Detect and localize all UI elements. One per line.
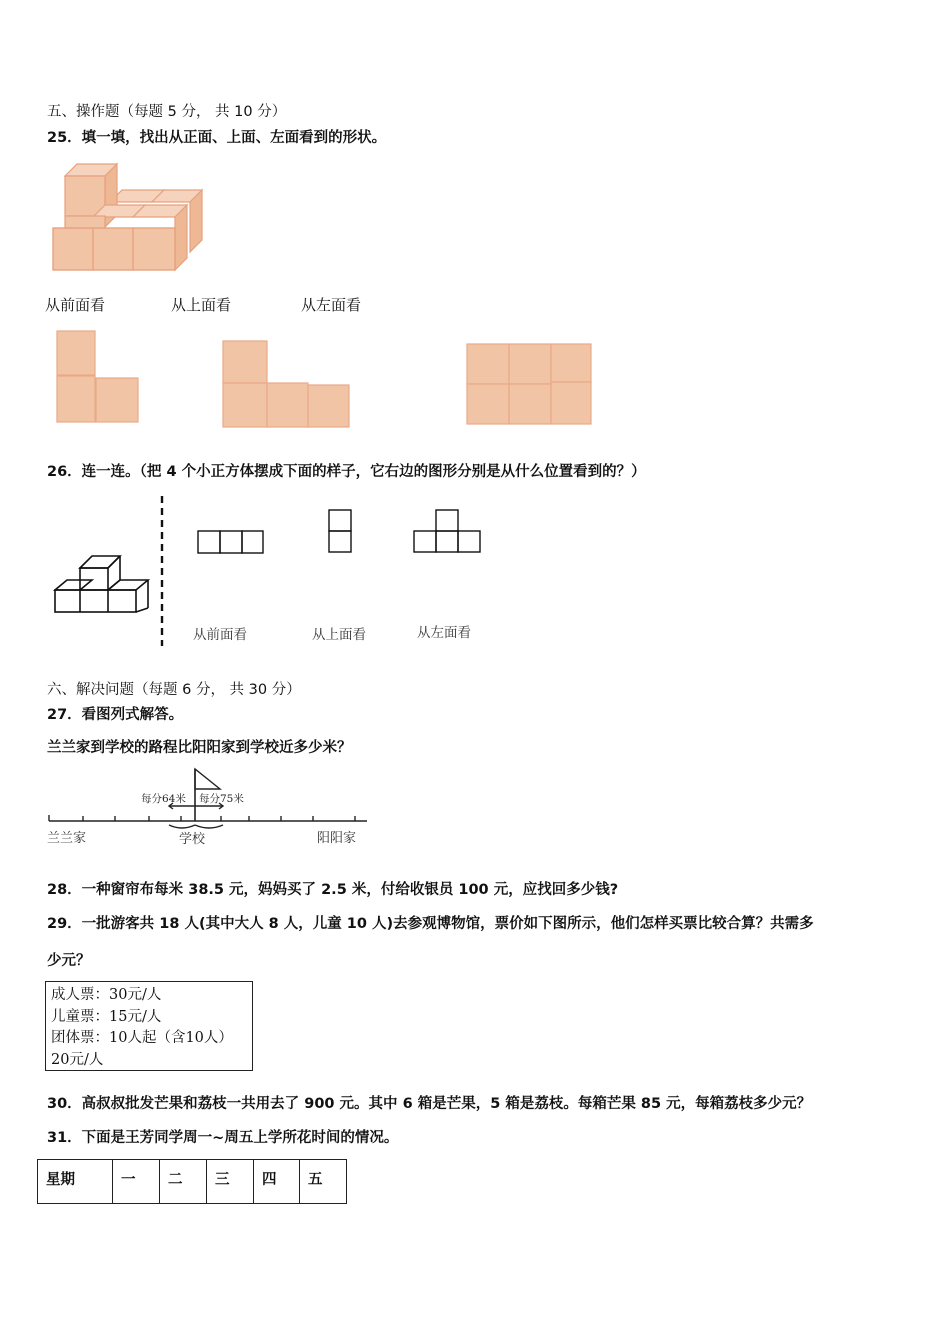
question-31-text: 31．下面是王芳同学周一~周五上学所花时间的情况。 [47, 1130, 399, 1146]
q26-label-front: 从前面看 [193, 627, 247, 643]
table-header-tue: 二 [160, 1160, 207, 1204]
q26-dashed-divider [159, 496, 165, 646]
ticket-line-adult: 成人票：30元/人 [51, 987, 162, 1003]
q27-place-mid: 学校 [179, 832, 206, 847]
q26-label-top: 从上面看 [312, 627, 366, 643]
table-header-thu: 四 [254, 1160, 300, 1204]
section-5-heading: 五、操作题（每题 5 分， 共 10 分） [47, 104, 287, 120]
q25-label-top: 从上面看 [171, 296, 232, 314]
q27-route-diagram [45, 765, 375, 855]
table-header-mon: 一 [113, 1160, 160, 1204]
question-26-text: 26．连一连。（把 4 个小正方体摆成下面的样子，它右边的图形分别是从什么位置看到的？） [47, 464, 646, 480]
q27-speed-right: 每分75米 [199, 793, 244, 805]
question-28-text: 28．一种窗帘布每米 38.5 元，妈妈买了 2.5 米，付给收银员 100 元，应找回多少钱? [47, 882, 619, 898]
question-25-text: 25．填一填，找出从正面、上面、左面看到的形状。 [47, 130, 387, 146]
q25-cube-stack-figure [50, 160, 210, 272]
q25-view-shape-1 [56, 330, 140, 426]
q27-place-left: 兰兰家 [47, 831, 87, 846]
q26-shape-t-shape [413, 509, 483, 555]
table-header-fri: 五 [300, 1160, 347, 1204]
q31-weekday-table [37, 1159, 347, 1204]
q26-shape-three-in-row [197, 530, 267, 556]
q27-place-right: 阳阳家 [317, 831, 357, 846]
q29-ticket-price-box [45, 981, 253, 1071]
q27-speed-left: 每分64米 [141, 793, 186, 805]
ticket-line-group-price: 20元/人 [51, 1051, 104, 1068]
table-header-weekday: 星期 [38, 1160, 113, 1204]
ticket-line-group: 团体票：10人起（含10人） [51, 1030, 233, 1046]
question-29-text-line1: 29．一批游客共 18 人(其中大人 8 人，儿童 10 人)去参观博物馆，票价如下图所示，他们怎样买票比较合算？共需多 [47, 916, 814, 932]
ticket-line-child: 儿童票：15元/人 [51, 1008, 162, 1025]
q26-cube-figure [55, 552, 155, 626]
q25-label-left: 从左面看 [301, 296, 362, 314]
question-29-text-line2: 少元？ [47, 953, 91, 969]
table-row [38, 1160, 347, 1204]
section-6-heading: 六、解决问题（每题 6 分， 共 30 分） [47, 682, 301, 698]
question-30-text: 30．高叔叔批发芒果和荔枝一共用去了 900 元。其中 6 箱是芒果，5 箱是荔枝。每箱芒果 85 元，每箱荔枝多少元？ [47, 1096, 812, 1112]
q25-view-shape-2 [222, 340, 352, 430]
table-header-wed: 三 [207, 1160, 254, 1204]
q26-label-left: 从左面看 [417, 625, 471, 641]
q25-view-shape-3 [466, 343, 594, 427]
question-27-problem: 兰兰家到学校的路程比阳阳家到学校近多少米？ [47, 740, 352, 756]
q25-label-front: 从前面看 [45, 296, 106, 314]
question-27-text: 27．看图列式解答。 [47, 707, 184, 723]
q26-shape-two-stacked [328, 509, 354, 555]
